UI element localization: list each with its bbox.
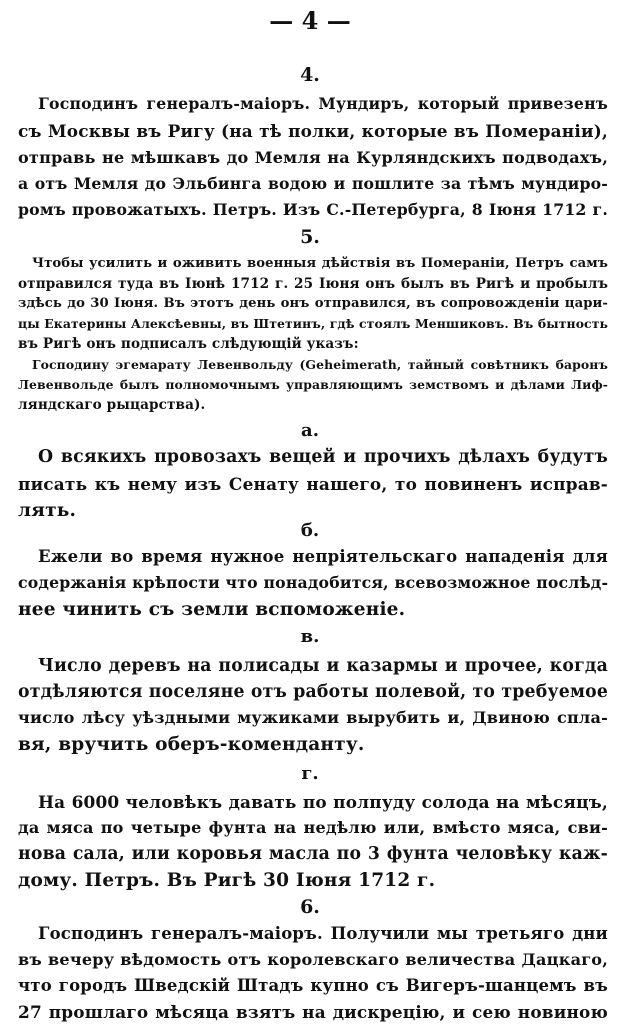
- note-line: Господину эгемарату Левенвольду (Geheimerath, тайный совѣтникъ баронъ: [32, 357, 608, 372]
- note-line: ляндскаго рыцарства).: [18, 397, 206, 413]
- subsection-heading-b: б.: [300, 520, 320, 541]
- note-line: въ Ригѣ онъ подписалъ слѣдующiй указъ:: [18, 336, 359, 352]
- text-line: ромъ провожатыхъ. Петръ. Изъ С.-Петербурга, 8 Iюня 1712 г.: [18, 200, 608, 219]
- text-line: а отъ Мемля до Эльбинга водою и пошлите за тѣмъ мундиро-: [18, 174, 608, 193]
- text-line: На 6000 человѣкъ давать по полпуду солода на мѣсяцъ,: [38, 792, 608, 812]
- text-line: Господинъ генералъ-маiоръ. Мундиръ, который привезенъ: [38, 94, 608, 113]
- subsection-heading-g: г.: [301, 763, 319, 784]
- note-line: отправился туда въ Iюнѣ 1712 г. 25 Iюня онъ былъ въ Ригѣ и пробылъ: [18, 276, 608, 292]
- text-line: дому. Петръ. Въ Ригѣ 30 Iюня 1712 г.: [18, 870, 436, 891]
- text-line: въ вечеру вѣдомость отъ королевскаго величества Дацкаго,: [18, 950, 608, 969]
- text-line: содержанiя крѣпости что понадобится, всевозможное послѣд-: [18, 573, 609, 592]
- section-heading-5: 5.: [300, 226, 320, 248]
- text-line: отправь не мѣшкавъ до Мемля на Курляндскихъ подводахъ,: [18, 148, 608, 167]
- text-line: лять.: [18, 500, 77, 521]
- text-line: да мяса по четыре фунта на недѣлю или, вмѣсто мяса, сви-: [18, 818, 608, 837]
- text-line: отдѣляются поселяне отъ работы полевой, то требуемое: [18, 682, 609, 702]
- text-line: число лѣсу уѣздными мужиками вырубить и, Двиною спла-: [18, 708, 608, 727]
- text-line: 27 прошлаго мѣсяца взятъ на дискрецiю, и сею новиною: [18, 1002, 608, 1022]
- subsection-heading-v: в.: [300, 626, 320, 647]
- section-heading-4: 4.: [300, 64, 320, 86]
- note-line: здѣсь до 30 Iюня. Въ этотъ день онъ отправился, въ сопровожденiи цари-: [18, 296, 608, 311]
- text-line: нова сала, или коровья масла по 3 фунта человѣку каж-: [18, 844, 608, 864]
- subsection-heading-a: а.: [301, 420, 319, 441]
- text-line: Ежели во время нужное непрiятельскаго нападенiя для: [38, 547, 608, 566]
- note-line: Чтобы усилить и оживить военныя дѣйствiя въ Померанiи, Петръ самъ: [32, 256, 608, 271]
- note-line: цы Екатерины Алексѣевны, въ Штетинъ, гдѣ стоялъ Меншиковъ. Въ бытность: [18, 316, 608, 331]
- note-line: Левенвольде былъ полномочнымъ управляющимъ земствомъ и дѣлами Лиф-: [18, 377, 608, 392]
- text-line: О всякихъ провозахъ вещей и прочихъ дѣлахъ будутъ: [38, 447, 608, 467]
- text-line: съ Москвы въ Ригу (на тѣ полки, которые въ Померанiи),: [18, 121, 608, 141]
- text-line: Число деревъ на полисады и казармы и прочее, когда: [38, 656, 608, 676]
- text-line: Господинъ генералъ-маiоръ. Получили мы третьяго дни: [38, 924, 608, 943]
- page-number: — 4 —: [269, 6, 351, 35]
- section-heading-6: 6.: [300, 896, 320, 918]
- text-line: писать къ нему изъ Сенату нашего, то повиненъ исправ-: [18, 474, 608, 494]
- text-line: вя, вручить оберъ-коменданту.: [18, 734, 365, 755]
- text-line: нее чинить съ земли вспоможенiе.: [18, 599, 406, 620]
- text-line: что городъ Шведскiй Штадъ купно съ Вигеръ-шанцемъ въ: [18, 976, 608, 995]
